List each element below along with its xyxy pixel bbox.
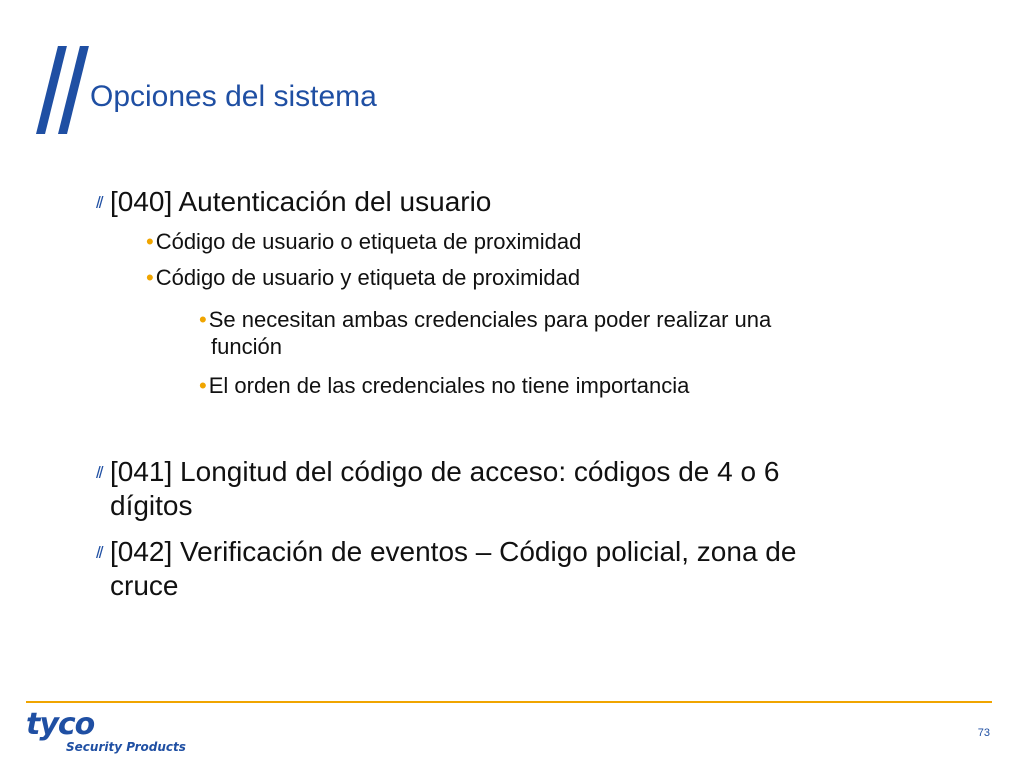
sub-bullet [146, 263, 580, 293]
bullet-042-text-cont: cruce [110, 570, 179, 601]
bullet-041-text-cont: dígitos [110, 490, 193, 521]
sub-sub-bullet-text: Se necesitan ambas credenciales para poder realizar una [208, 307, 772, 332]
sub-bullet [146, 227, 581, 257]
bullet-dot-icon: • [199, 307, 207, 332]
bullet-dot-icon: • [146, 265, 154, 290]
footer-divider [26, 701, 992, 703]
bullet-041 [96, 455, 950, 523]
section-marker-icon: // [96, 463, 102, 482]
bullet-040 [96, 185, 970, 219]
bullet-042-text: [042] Verificación de eventos – Código policial, zona de [110, 536, 797, 567]
page-number: 73 [977, 727, 990, 739]
sub-bullet-text: Código de usuario o etiqueta de proximidad [155, 229, 582, 254]
sub-bullet-text: Código de usuario y etiqueta de proximidad [155, 265, 581, 290]
sub-sub-bullet [199, 372, 959, 399]
sub-sub-bullet-text: El orden de las credenciales no tiene importancia [208, 373, 690, 398]
section-marker-icon: // [96, 543, 102, 562]
section-marker-icon: // [96, 193, 102, 212]
logo-subtitle: Security Products [66, 740, 186, 754]
bullet-042 [96, 535, 950, 603]
sub-sub-bullet-text-cont: función [211, 334, 282, 359]
tyco-logo [26, 707, 186, 758]
bullet-041-text: [041] Longitud del código de acceso: códigos de 4 o 6 [110, 456, 780, 487]
slide-title: Opciones del sistema [90, 80, 377, 113]
logo-wordmark: tyco [26, 707, 95, 742]
bullet-040-text: [040] Autenticación del usuario [110, 186, 492, 217]
sub-sub-bullet [199, 306, 959, 360]
bullet-dot-icon: • [199, 373, 207, 398]
bullet-dot-icon: • [146, 229, 154, 254]
